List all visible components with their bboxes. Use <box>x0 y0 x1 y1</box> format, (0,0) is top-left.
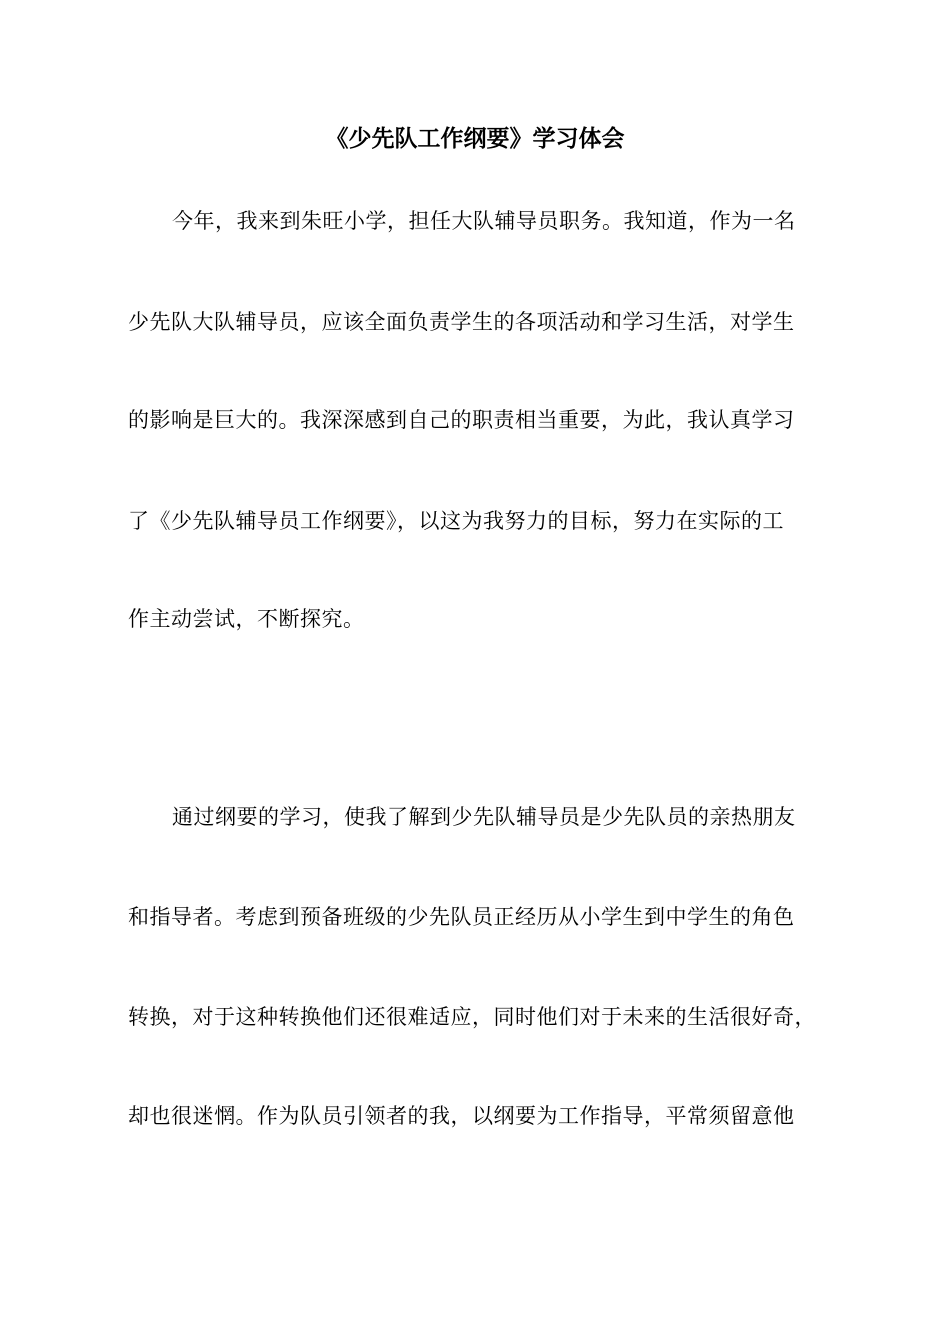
paragraph-line: 今年，我来到朱旺小学，担任大队辅导员职务。我知道，作为一名 <box>172 209 796 233</box>
paragraph-line: 和指导者。考虑到预备班级的少先队员正经历从小学生到中学生的角色 <box>128 905 795 929</box>
paragraph-line: 的影响是巨大的。我深深感到自己的职责相当重要，为此，我认真学习 <box>128 408 795 432</box>
paragraph-line: 少先队大队辅导员，应该全面负责学生的各项活动和学习生活，对学生 <box>128 310 795 334</box>
document-title: 《少先队工作纲要》学习体会 <box>325 126 625 152</box>
paragraph-line: 通过纲要的学习，使我了解到少先队辅导员是少先队员的亲热朋友 <box>172 805 796 829</box>
paragraph-line: 了《少先队辅导员工作纲要》，以这为我努力的目标，努力在实际的工 <box>128 509 784 533</box>
paragraph-line: 转换，对于这种转换他们还很难适应，同时他们对于未来的生活很好奇， <box>128 1005 816 1029</box>
paragraph-line: 却也很迷惘。作为队员引领者的我，以纲要为工作指导，平常须留意他 <box>128 1104 795 1128</box>
paragraph-line: 作主动尝试，不断探究。 <box>128 607 365 631</box>
